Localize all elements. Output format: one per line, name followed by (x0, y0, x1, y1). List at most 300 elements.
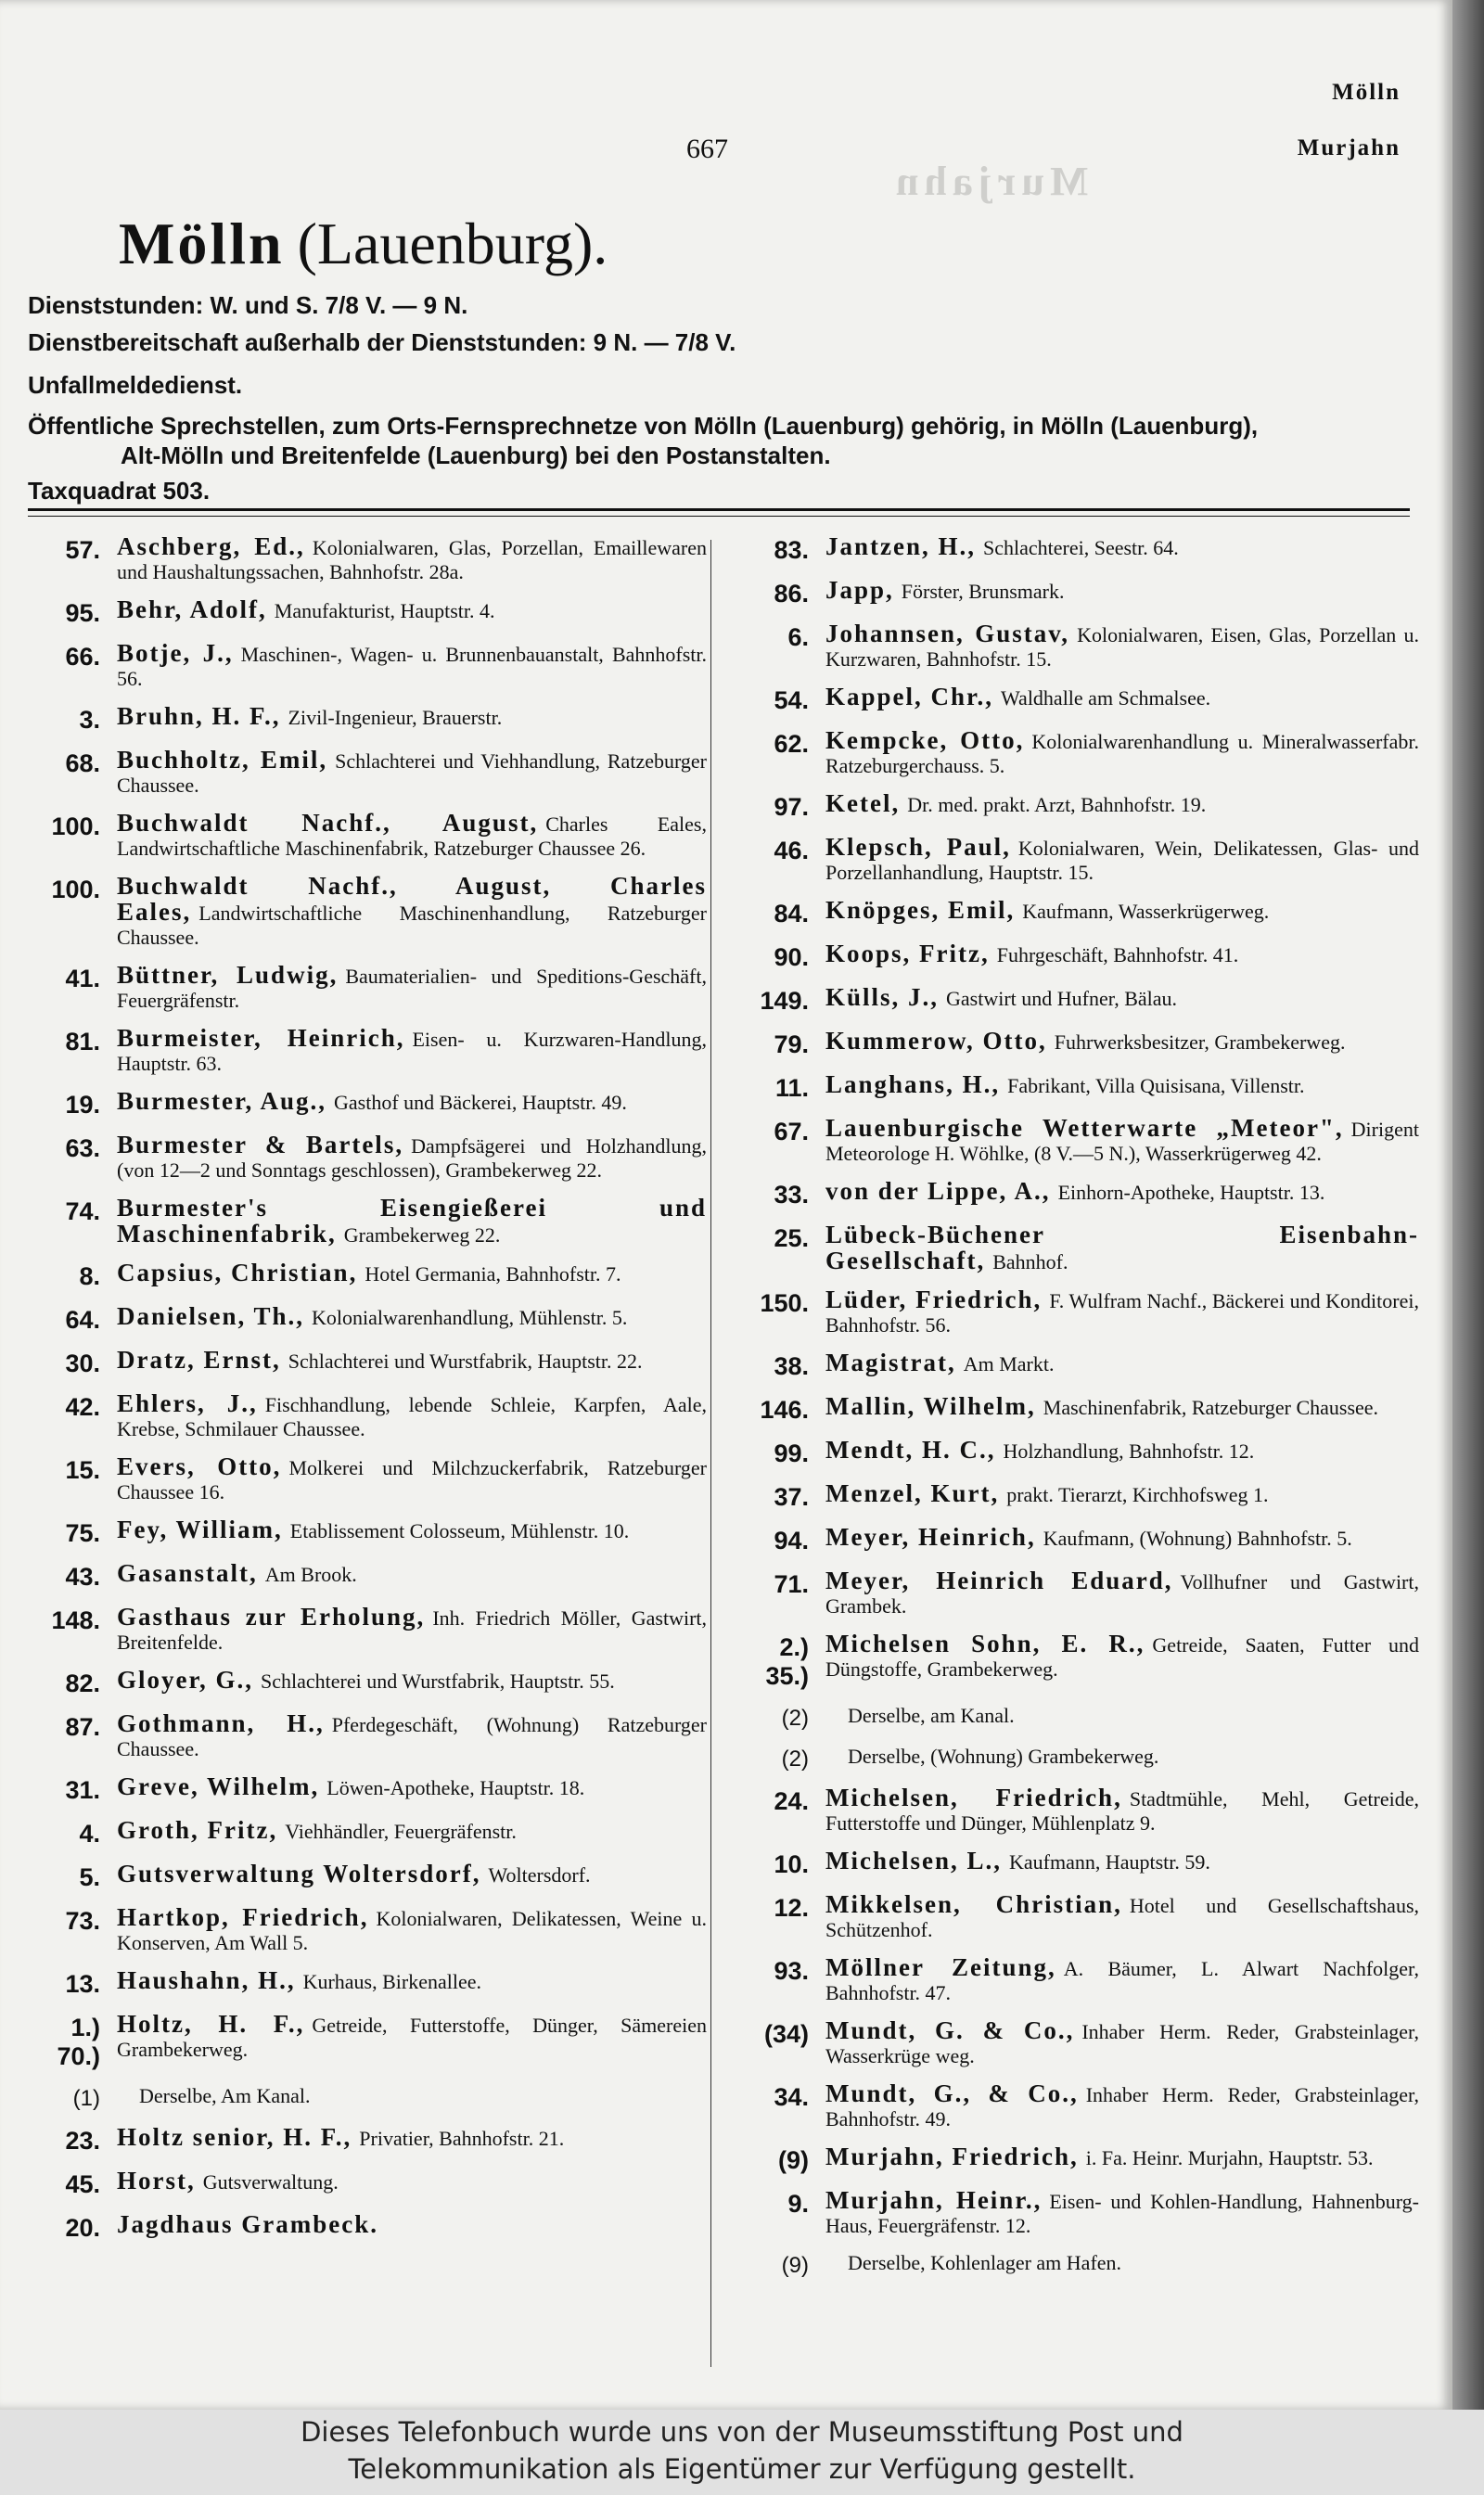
subscriber-details: Kaufmann, Wasserkrügerweg. (1022, 900, 1270, 923)
directory-entry (733, 1222, 1419, 1274)
phone-number: 75. (65, 1519, 100, 1547)
subscriber-name: Evers, Otto, (117, 1452, 282, 1480)
subscriber-name: Büttner, Ludwig, (117, 961, 339, 989)
entry-text (825, 1179, 1324, 1205)
phone-number: 57. (65, 536, 100, 564)
subscriber-details: Hotel und Gesellschaftshaus, Schützenhof. (825, 1894, 1420, 1941)
subscriber-name: Klepsch, Paul, (825, 833, 1011, 861)
subscriber-name: Magistrat, (825, 1349, 956, 1376)
subscriber-details: Baumaterialien- und Speditions-Geschäft, Feuergräfenstr. (117, 965, 707, 1012)
subscriber-details: Kolonialwaren, Wein, Delikatessen, Glas- und Porzellanhandlung, Hauptstr. 15. (825, 837, 1419, 884)
directory-entry (24, 874, 707, 950)
subscriber-details: Inhaber Herm. Reder, Grabsteinlager, Wasserkrüge weg. (825, 2020, 1419, 2067)
subscriber-name: Langhans, H., (825, 1070, 1001, 1098)
accident-service: Unfallmeldedienst. (28, 371, 243, 399)
subscriber-details: Pferdegeschäft, (Wohnung) Ratzeburger Chaussee. (117, 1713, 707, 1760)
entry-text (825, 1568, 1419, 1619)
entry-text (825, 1072, 1305, 1098)
directory-entry (733, 2018, 1419, 2068)
phone-number: 3. (79, 706, 100, 734)
public-phones-line2: Alt-Mölln und Breitenfelde (Lauenburg) bei den Postanstalten. (121, 441, 831, 469)
directory-entry (733, 621, 1419, 672)
entry-text (117, 1132, 707, 1183)
subscriber-name: Buchwaldt Nachf., August, Charles Eales, (117, 872, 707, 926)
subscriber-details: Fuhrgeschäft, Bahnhofstr. 41. (996, 943, 1239, 966)
subscriber-details: Schlachterei und Wurstfabrik, Hauptstr. 55. (261, 1670, 615, 1693)
entry-text (117, 534, 707, 584)
subscriber-name: Burmester's Eisengießerei und Maschinenfabrik, (117, 1194, 707, 1248)
subscriber-details: Schlachterei und Wurstfabrik, Hauptstr. 22. (288, 1350, 643, 1373)
entry-text (825, 1029, 1345, 1055)
directory-entry (733, 1394, 1419, 1425)
footer-line-1: Dieses Telefonbuch wurde uns von der Museumsstiftung Post und (301, 2416, 1183, 2448)
subscriber-details: Gastwirt und Hufner, Bälau. (946, 987, 1178, 1010)
subscriber-name: Mallin, Wilhelm, (825, 1392, 1036, 1420)
entry-text (825, 1438, 1254, 1464)
subscriber-name: Michelsen, L., (825, 1847, 1002, 1874)
directory-entry (733, 1287, 1419, 1337)
entry-text (825, 1955, 1419, 2005)
directory-entry (24, 1818, 707, 1849)
directory-entry (733, 1525, 1419, 1555)
phone-number: 19. (65, 1091, 100, 1119)
subscriber-name: Meyer, Heinrich Eduard, (825, 1567, 1173, 1594)
phone-number: 64. (65, 1306, 100, 1334)
entry-text (117, 1862, 591, 1887)
directory-entry (733, 1116, 1419, 1166)
phone-number: (2) (781, 1746, 809, 1772)
subscriber-name: Möllner Zeitung, (825, 1953, 1056, 1981)
entry-text (825, 2018, 1419, 2068)
entry-text (825, 534, 1179, 560)
subscriber-name: Behr, Adolf, (117, 595, 267, 623)
directory-entry (24, 748, 707, 798)
phone-number: 2.) 35.) (765, 1633, 809, 1690)
directory-entry (24, 704, 707, 735)
phone-number: 81. (65, 1028, 100, 1056)
directory-entry (733, 1745, 1419, 1772)
directory-entry (733, 1955, 1419, 2005)
phone-number: (9) (781, 2253, 809, 2278)
directory-entry (24, 1132, 707, 1183)
entry-text (117, 2125, 564, 2151)
subscriber-details: Manufakturist, Hauptstr. 4. (274, 599, 495, 622)
entry-text (825, 1631, 1419, 1682)
subscriber-details: Woltersdorf. (488, 1863, 591, 1887)
phone-number: 6. (787, 623, 809, 651)
phone-number: 87. (65, 1713, 100, 1741)
directory-entry (733, 835, 1419, 885)
phone-number: 54. (774, 686, 809, 714)
entry-text (117, 1668, 615, 1694)
phone-number: 73. (65, 1907, 100, 1935)
subscriber-details: prakt. Tierarzt, Kirchhofsweg 1. (1006, 1483, 1269, 1506)
subscriber-name: Michelsen Sohn, E. R., (825, 1630, 1145, 1657)
phone-number: 12. (774, 1894, 809, 1922)
phone-number: 43. (65, 1563, 100, 1591)
entry-text (117, 1968, 481, 1994)
phone-number: 34. (774, 2083, 809, 2111)
subscriber-name: Jantzen, H., (825, 532, 976, 560)
entry-text (825, 1785, 1419, 1836)
entry-text (825, 685, 1210, 710)
entry-text (117, 1517, 629, 1543)
subscriber-details: Vollhufner und Gastwirt, Grambek. (825, 1570, 1419, 1618)
subscriber-details: Derselbe, (Wohnung) Grambekerweg. (848, 1745, 1159, 1768)
phone-number: 95. (65, 599, 100, 627)
phone-number: 42. (65, 1393, 100, 1421)
subscriber-details: Kaufmann, Hauptstr. 59. (1009, 1850, 1210, 1874)
bleed-through-text: Murjahn (890, 159, 1089, 204)
subscriber-details: Dr. med. prakt. Arzt, Bahnhofstr. 19. (907, 793, 1207, 816)
subscriber-details: Getreide, Futterstoffe, Dünger, Sämereien Grambekerweg. (117, 2014, 707, 2061)
public-phones-line1: Öffentliche Sprechstellen, zum Orts-Fernsprechnetze von Mölln (Lauenburg) gehörig, in Mölln (Lauenburg), (28, 412, 1259, 440)
running-head-name: Murjahn (1297, 135, 1401, 160)
directory-entry (733, 2188, 1419, 2238)
page-edge (1452, 0, 1484, 2410)
subscriber-name: Groth, Fritz, (117, 1816, 278, 1844)
service-readiness: Dienstbereitschaft außerhalb der Dienststunden: 9 N. — 7/8 V. (28, 328, 736, 356)
subscriber-details: Kolonialwarenhandlung, Mühlenstr. 5. (312, 1306, 628, 1329)
entry-text (825, 1525, 1352, 1551)
subscriber-name: Mundt, G. & Co., (825, 2016, 1075, 2044)
directory-entry (24, 1774, 707, 1805)
subscriber-name: Dratz, Ernst, (117, 1346, 281, 1374)
phone-number: 74. (65, 1197, 100, 1225)
phone-number: 100. (51, 812, 100, 840)
phone-number: 37. (774, 1483, 809, 1511)
subscriber-name: Holtz senior, H. F., (117, 2123, 352, 2151)
subscriber-name: Lauenburgische Wetterwarte „Meteor", (825, 1114, 1344, 1142)
entry-text (825, 1287, 1419, 1337)
entry-text (825, 1745, 1158, 1769)
directory-entry (733, 985, 1419, 1016)
phone-number: 24. (774, 1787, 809, 1815)
entry-text (825, 1704, 1015, 1728)
directory-entry (24, 811, 707, 861)
phone-number: 11. (774, 1074, 809, 1102)
directory-entry (24, 2084, 707, 2112)
phone-number: (9) (778, 2146, 809, 2174)
entry-text (117, 1905, 707, 1955)
directory-entry (24, 1862, 707, 1892)
phone-number: 82. (65, 1670, 100, 1697)
entry-text (117, 963, 707, 1013)
phone-number: 13. (65, 1970, 100, 1998)
directory-entry (24, 1454, 707, 1504)
entry-text (117, 811, 707, 861)
left-column (24, 534, 707, 2256)
running-head-place: Mölln (1332, 80, 1401, 105)
subscriber-name: Murjahn, Heinr., (825, 2186, 1043, 2214)
directory-entry (733, 728, 1419, 778)
phone-number: 30. (65, 1350, 100, 1377)
directory-entry (24, 2169, 707, 2199)
subscriber-name: Gasthaus zur Erholung, (117, 1603, 426, 1631)
phone-number: 99. (774, 1439, 809, 1467)
subscriber-name: Burmester, Aug., (117, 1087, 326, 1115)
subscriber-details: Molkerei und Milchzuckerfabrik, Ratzeburger Chaussee 16. (117, 1456, 707, 1503)
subscriber-name: Kappel, Chr., (825, 683, 994, 710)
directory-entry (733, 1631, 1419, 1691)
subscriber-name: Meyer, Heinrich, (825, 1523, 1036, 1551)
subscriber-details: Zivil-Ingenieur, Brauerstr. (288, 706, 503, 729)
entry-text (825, 1892, 1419, 1942)
subscriber-name: Aschberg, Ed., (117, 532, 305, 560)
subscriber-name: Horst, (117, 2167, 196, 2194)
phone-number: (34) (763, 2020, 809, 2048)
phone-number: (1) (72, 2086, 100, 2111)
entry-text (825, 1350, 1054, 1376)
subscriber-name: Holtz, H. F., (117, 2010, 305, 2038)
entry-text (117, 1089, 627, 1115)
subscriber-details: Grambekerweg 22. (343, 1223, 501, 1247)
phone-number: 20. (65, 2214, 100, 2242)
subscriber-name: Lüder, Friedrich, (825, 1286, 1043, 1313)
directory-entry (24, 1391, 707, 1441)
phone-number: 62. (774, 730, 809, 758)
subscriber-details: Gasthof und Bäckerei, Hauptstr. 49. (334, 1091, 627, 1114)
subscriber-details: Gutsverwaltung. (202, 2170, 339, 2194)
directory-entry (733, 941, 1419, 972)
entry-text (825, 1481, 1268, 1507)
subscriber-details: Viehhändler, Feuergräfenstr. (285, 1820, 517, 1843)
subscriber-name: Danielsen, Th., (117, 1302, 305, 1330)
subscriber-details: Löwen-Apotheke, Hauptstr. 18. (326, 1776, 585, 1799)
phone-number: 150. (760, 1289, 809, 1317)
subscriber-name: Haushahn, H., (117, 1966, 296, 1994)
phone-number: 67. (774, 1118, 809, 1145)
phone-number: 23. (65, 2127, 100, 2155)
phone-number: 83. (774, 536, 809, 564)
entry-text (117, 1026, 707, 1076)
subscriber-details: Dampfsägerei und Holzhandlung, (von 12—2 und Sonntags geschlossen), Grambekerweg 22. (117, 1134, 707, 1182)
tax-square: Taxquadrat 503. (28, 477, 211, 505)
entry-text (117, 1605, 707, 1655)
page-title (119, 210, 608, 278)
footer-line-2: Telekommunikation als Eigentümer zur Verfügung gestellt. (348, 2453, 1136, 2485)
directory-entry (733, 1179, 1419, 1209)
subscriber-name: Greve, Wilhelm, (117, 1772, 320, 1800)
subscriber-name: Kempcke, Otto, (825, 726, 1025, 754)
title-region: (Lauenburg). (297, 211, 608, 276)
entry-text (825, 621, 1419, 672)
directory-entry (24, 1196, 707, 1248)
subscriber-name: Mendt, H. C., (825, 1436, 996, 1464)
phone-number: 66. (65, 643, 100, 671)
entry-text (825, 941, 1238, 967)
column-divider (710, 540, 711, 2367)
directory-entry (733, 1568, 1419, 1619)
entry-text (117, 2012, 707, 2062)
subscriber-details: Getreide, Saaten, Futter und Düngstoffe, Grambekerweg. (825, 1633, 1419, 1681)
entry-text (825, 898, 1269, 924)
directory-entry (24, 597, 707, 628)
entry-text (117, 704, 502, 730)
phone-number: 1.) 70.) (57, 2014, 100, 2070)
directory-entry (24, 1348, 707, 1378)
subscriber-name: Buchwaldt Nachf., August, (117, 809, 539, 837)
directory-entry (24, 1089, 707, 1120)
subscriber-details: Förster, Brunsmark. (901, 580, 1065, 603)
subscriber-details: Inhaber Herm. Reder, Grabsteinlager, Bahnhofstr. 49. (825, 2083, 1419, 2130)
subscriber-name: Fey, William, (117, 1516, 283, 1543)
subscriber-details: i. Fa. Heinr. Murjahn, Hauptstr. 53. (1085, 2146, 1374, 2169)
phone-number: 97. (774, 793, 809, 821)
entry-text (825, 1394, 1378, 1420)
subscriber-name: Murjahn, Friedrich, (825, 2143, 1079, 2170)
phone-number: 41. (65, 965, 100, 992)
right-column (733, 534, 1419, 2292)
subscriber-details: Etablissement Colosseum, Mühlenstr. 10. (289, 1519, 630, 1542)
subscriber-details: Hotel Germania, Bahnhofstr. 7. (365, 1262, 621, 1286)
entry-text (117, 1348, 643, 1374)
directory-entry (733, 2081, 1419, 2131)
directory-entry (24, 1517, 707, 1548)
subscriber-name: Hartkop, Friedrich, (117, 1903, 369, 1931)
subscriber-name: Knöpges, Emil, (825, 896, 1016, 924)
entry-text (117, 874, 707, 950)
entry-text (825, 1849, 1210, 1874)
subscriber-details: Kolonialwaren, Eisen, Glas, Porzellan u. Kurzwaren, Bahnhofstr. 15. (825, 623, 1419, 671)
subscriber-details: Fuhrwerksbesitzer, Grambekerweg. (1054, 1030, 1346, 1054)
phone-number: 10. (774, 1850, 809, 1878)
subscriber-details: Kolonialwaren, Delikatessen, Weine u. Konserven, Am Wall 5. (117, 1907, 707, 1954)
phone-number: 8. (79, 1262, 100, 1290)
subscriber-details: A. Bäumer, L. Alwart Nachfolger, Bahnhofstr. 47. (825, 1957, 1419, 2004)
phone-number: (2) (781, 1706, 809, 1731)
entry-text (117, 1774, 584, 1800)
directory-entry (733, 1072, 1419, 1103)
directory-entry (733, 534, 1419, 565)
subscriber-details: Kolonialwaren, Glas, Porzellan, Emaillewaren und Haushaltungssachen, Bahnhofstr. 28a. (117, 536, 707, 583)
entry-text (825, 985, 1177, 1011)
subscriber-details: Kurhaus, Birkenallee. (302, 1970, 482, 1993)
phone-number: 79. (774, 1030, 809, 1058)
subscriber-details: Schlachterei und Viehhandlung, Ratzeburger Chaussee. (117, 749, 707, 797)
subscriber-name: Burmester & Bartels, (117, 1131, 404, 1158)
subscriber-details: Eisen- u. Kurzwaren-Handlung, Hauptstr. 63. (117, 1028, 707, 1075)
entry-text (117, 2212, 378, 2238)
directory-entry (733, 578, 1419, 608)
phone-number: 38. (774, 1352, 809, 1380)
header-rule-thick (28, 508, 1410, 511)
subscriber-details: Schlachterei, Seestr. 64. (983, 536, 1179, 559)
entry-text (825, 2251, 1121, 2275)
directory-entry (733, 1704, 1419, 1732)
directory-entry (733, 1350, 1419, 1381)
subscriber-details: Fabrikant, Villa Quisisana, Villenstr. (1007, 1074, 1305, 1097)
directory-entry (733, 1029, 1419, 1059)
subscriber-details: Kaufmann, (Wohnung) Bahnhofstr. 5. (1043, 1527, 1352, 1550)
directory-entry (733, 898, 1419, 928)
phone-number: 94. (774, 1527, 809, 1555)
directory-entry (24, 1668, 707, 1698)
directory-entry (24, 1905, 707, 1955)
phone-number: 33. (774, 1181, 809, 1209)
entry-text (117, 1561, 357, 1587)
entry-text (117, 2169, 339, 2194)
directory-entry (24, 641, 707, 691)
phone-number: 9. (787, 2190, 809, 2218)
entry-text (117, 1711, 707, 1761)
directory-entry (24, 963, 707, 1013)
phone-number: 45. (65, 2170, 100, 2198)
subscriber-name: Japp, (825, 576, 894, 604)
directory-entry (733, 2144, 1419, 2175)
office-hours: Dienststunden: W. und S. 7/8 V. — 9 N. (28, 291, 468, 319)
subscriber-details: Fischhandlung, lebende Schleie, Karpfen, Aale, Krebse, Schmilauer Chaussee. (117, 1393, 707, 1440)
directory-entry (24, 1711, 707, 1761)
subscriber-details: F. Wulfram Nachf., Bäckerei und Konditorei, Bahnhofstr. 56. (825, 1289, 1419, 1337)
subscriber-name: Kummerow, Otto, (825, 1027, 1047, 1055)
subscriber-details: Derselbe, Am Kanal. (139, 2084, 311, 2107)
footer-notice (0, 2410, 1484, 2495)
directory-entry (24, 1260, 707, 1291)
subscriber-name: Menzel, Kurt, (825, 1479, 1000, 1507)
subscriber-details: Dirigent Meteorologe H. Wöhlke, (8 V.—5 N.), Wasserkrügerweg 42. (825, 1118, 1419, 1165)
phone-number: 84. (774, 900, 809, 928)
entry-text (117, 748, 707, 798)
subscriber-name: Johannsen, Gustav, (825, 620, 1070, 647)
directory-entry (24, 1561, 707, 1592)
subscriber-details: Privatier, Bahnhofstr. 21. (359, 2127, 565, 2150)
entry-text (825, 835, 1419, 885)
directory-entry (24, 1968, 707, 1999)
subscriber-name: Gutsverwaltung Woltersdorf, (117, 1860, 481, 1887)
entry-text (117, 641, 707, 691)
entry-text (117, 1391, 707, 1441)
entry-text (117, 1304, 627, 1330)
subscriber-details: Landwirtschaftliche Maschinenhandlung, Ratzeburger Chaussee. (117, 902, 707, 949)
directory-entry (24, 2212, 707, 2243)
phone-number: 63. (65, 1134, 100, 1162)
entry-text (117, 1260, 621, 1286)
phone-number: 46. (774, 837, 809, 864)
subscriber-details: Derselbe, am Kanal. (848, 1704, 1015, 1727)
subscriber-details: Einhorn-Apotheke, Hauptstr. 13. (1057, 1181, 1325, 1204)
directory-entry (24, 2125, 707, 2156)
entry-text (825, 728, 1419, 778)
subscriber-name: Bruhn, H. F., (117, 702, 281, 730)
subscriber-name: Mikkelsen, Christian, (825, 1890, 1122, 1918)
entry-text (825, 791, 1206, 817)
subscriber-name: Buchholtz, Emil, (117, 746, 328, 774)
phone-number: 149. (760, 987, 809, 1015)
subscriber-name: Mundt, G., & Co., (825, 2079, 1079, 2107)
subscriber-name: von der Lippe, A., (825, 1177, 1051, 1205)
phone-number: 148. (51, 1606, 100, 1634)
directory-entry (24, 2012, 707, 2071)
subscriber-name: Botje, J., (117, 639, 234, 667)
entry-text (117, 1818, 517, 1844)
subscriber-name: Burmeister, Heinrich, (117, 1024, 405, 1052)
entry-text (825, 2081, 1419, 2131)
subscriber-name: Lübeck-Büchener Eisenbahn-Gesellschaft, (825, 1221, 1419, 1274)
phone-number: 25. (774, 1224, 809, 1252)
phone-number: 100. (51, 876, 100, 903)
subscriber-name: Gloyer, G., (117, 1666, 253, 1694)
subscriber-name: Capsius, Christian, (117, 1259, 358, 1286)
header-rule-thin (28, 516, 1410, 517)
phone-number: 90. (774, 943, 809, 971)
subscriber-details: Maschinenfabrik, Ratzeburger Chaussee. (1043, 1396, 1379, 1419)
phone-number: 93. (774, 1957, 809, 1985)
subscriber-details: Derselbe, Kohlenlager am Hafen. (848, 2251, 1122, 2274)
directory-entry (24, 1605, 707, 1655)
phone-number: 31. (65, 1776, 100, 1804)
subscriber-details: Holzhandlung, Bahnhofstr. 12. (1003, 1439, 1255, 1463)
